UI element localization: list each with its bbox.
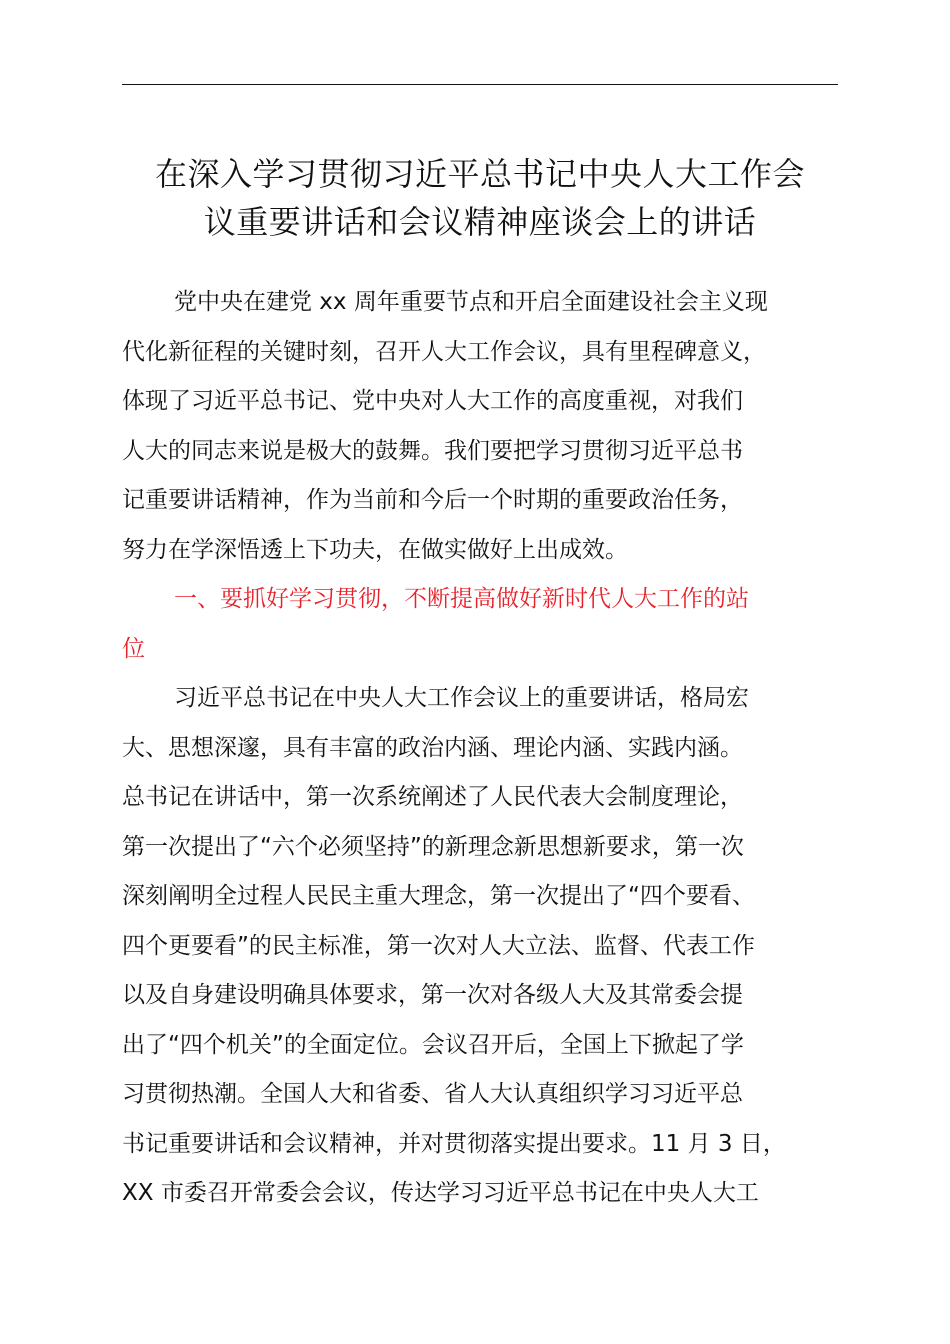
header-rule [122, 84, 838, 85]
paragraph-1-line: 记重要讲话精神，作为当前和今后一个时期的重要政治任务， [122, 487, 743, 513]
paragraph-2-line: 以及自身建设明确具体要求，第一次对各级人大及其常委会提 [122, 982, 743, 1008]
paragraph-1-line: 党中央在建党 xx 周年重要节点和开启全面建设社会主义现 [174, 289, 768, 315]
paragraph-1-line: 代化新征程的关键时刻，召开人大工作会议，具有里程碑意义， [122, 338, 766, 365]
paragraph-2-line: 总书记在讲话中，第一次系统阐述了人民代表大会制度理论， [122, 784, 743, 810]
document-title [100, 150, 860, 246]
section-heading-1: 位 [122, 635, 145, 662]
paragraph-2-line: 习近平总书记在中央人大工作会议上的重要讲话，格局宏 [174, 685, 749, 711]
paragraph-2-line: 深刻阐明全过程人民民主重大理念，第一次提出了“四个要看、 [122, 883, 755, 909]
title-line-2: 议重要讲话和会议精神座谈会上的讲话 [203, 203, 757, 241]
paragraph-1-line: 体现了习近平总书记、党中央对人大工作的高度重视，对我们 [122, 388, 743, 414]
paragraph-2-line: XX 市委召开常委会会议，传达学习习近平总书记在中央人大工 [122, 1180, 759, 1206]
paragraph-2-line: 大、思想深邃，具有丰富的政治内涵、理论内涵、实践内涵。 [122, 734, 743, 761]
paragraph-1-line: 人大的同志来说是极大的鼓舞。我们要把学习贯彻习近平总书 [122, 437, 743, 464]
paragraph-2-line: 书记重要讲话和会议精神，并对贯彻落实提出要求。11 月 3 日， [122, 1130, 786, 1157]
paragraph-2-line: 出了“四个机关”的全面定位。会议召开后，全国上下掀起了学 [122, 1031, 744, 1058]
paragraph-2-line: 第一次提出了“六个必须坚持”的新理念新思想新要求，第一次 [122, 833, 744, 860]
paragraph-2-line: 习贯彻热潮。全国人大和省委、省人大认真组织学习习近平总 [122, 1081, 743, 1107]
paragraph-2-line: 四个更要看”的民主标准，第一次对人大立法、监督、代表工作 [122, 932, 755, 959]
paragraph-1-line: 努力在学深悟透上下功夫，在做实做好上出成效。 [122, 536, 628, 563]
title-line-1: 在深入学习贯彻习近平总书记中央人大工作会 [154, 155, 805, 193]
section-heading-1: 一、要抓好学习贯彻，不断提高做好新时代人大工作的站 [174, 586, 749, 612]
